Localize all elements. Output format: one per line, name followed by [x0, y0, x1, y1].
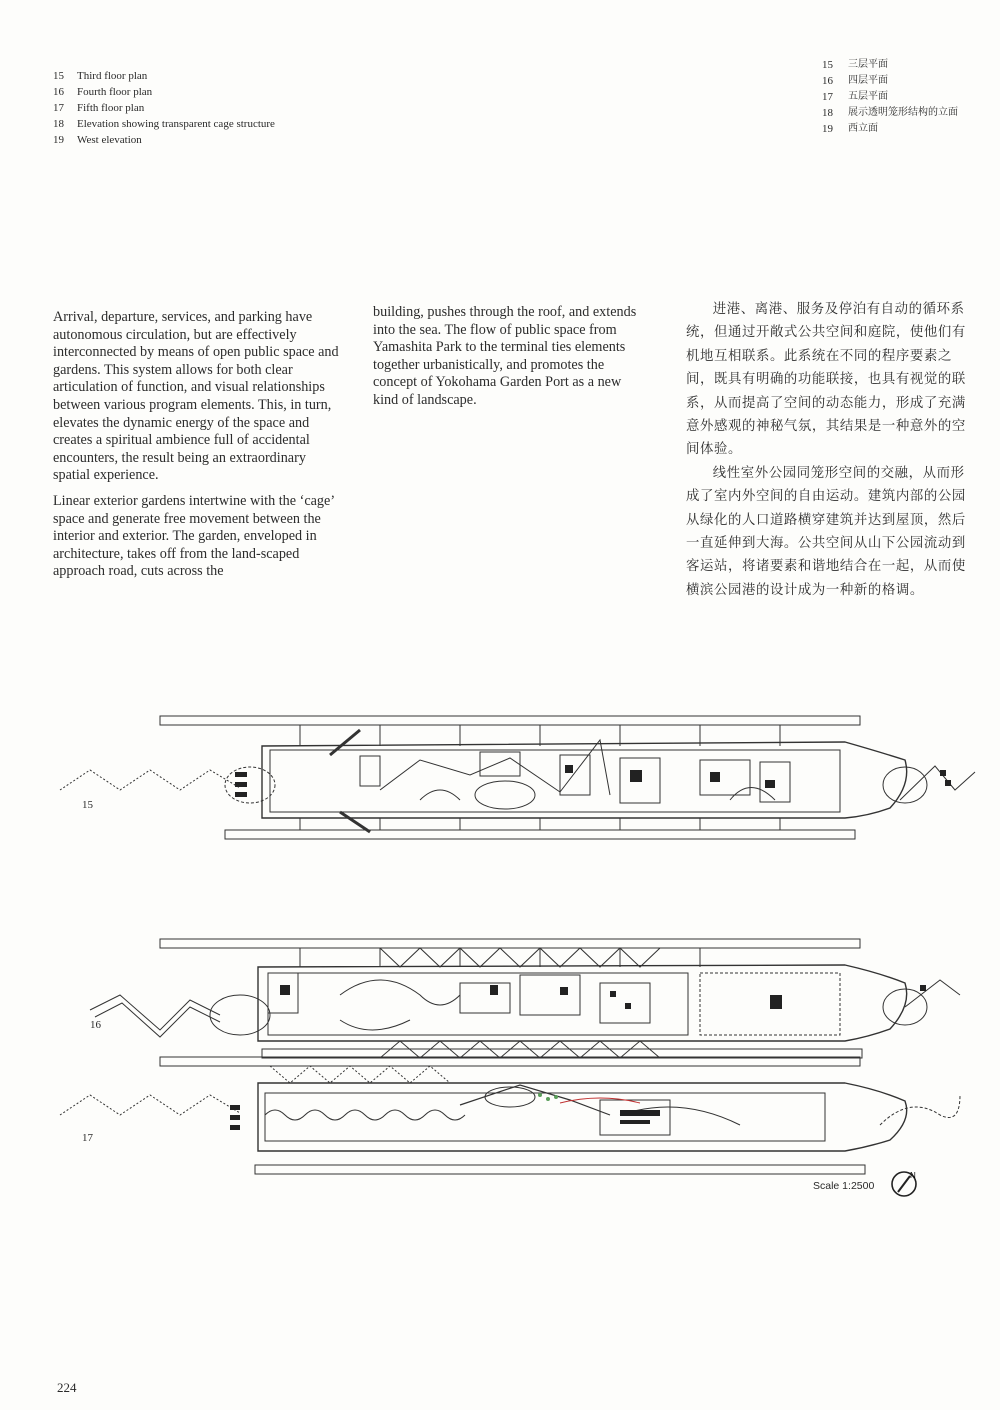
caption-text: Fourth floor plan	[77, 86, 153, 98]
north-arrow-icon	[890, 1170, 918, 1198]
plan-label: 16	[90, 1019, 101, 1031]
caption-row	[53, 100, 275, 116]
caption-number: 17	[822, 91, 833, 103]
caption-number: 18	[53, 118, 64, 130]
captions-chinese	[822, 57, 958, 137]
caption-row	[53, 68, 275, 84]
caption-number: 19	[822, 123, 833, 135]
caption-row	[53, 116, 275, 132]
north-label: N	[910, 1171, 916, 1180]
caption-number: 15	[822, 59, 833, 71]
floor-plan-drawing	[0, 700, 1000, 870]
caption-text: 西立面	[848, 123, 878, 134]
caption-number: 19	[53, 134, 64, 146]
body-paragraph-zh: 线性室外公园同笼形空间的交融，从而形成了室内外空间的自由运动。建筑内部的公园从绿化的人口道路横穿建筑并达到屋顶，然后一直延伸到大海。公共空间从山下公园流动到客运站，将诸要素和谐地结合在一起，从而使横滨公园港的设计成为一种新的格调。	[686, 465, 966, 598]
caption-text: Elevation showing transparent cage structure	[77, 118, 275, 130]
caption-number: 16	[822, 75, 833, 87]
caption-number: 17	[53, 102, 64, 114]
caption-text: West elevation	[77, 134, 142, 146]
body-paragraph: Linear exterior gardens intertwine with the ‘cage’ space and generate free movement between the interior and exterior. The garden, enveloped in architecture, takes off from the land-scaped approach road, cuts across the	[53, 492, 334, 580]
caption-text: Third floor plan	[77, 70, 148, 82]
caption-row	[53, 132, 275, 148]
plan-label: 17	[82, 1132, 93, 1144]
page-number: 224	[57, 1380, 77, 1395]
floor-plan-17-drawing	[0, 1055, 1000, 1177]
body-paragraph: Arrival, departure, services, and parking have autonomous circulation, but are effectively interconnected by means of open public space and gardens. This system allows for both clear articulation of function, and visual relationships between various program elements. This, in turn, elevates the dynamic energy of the space and creates a spiritual ambience full of accidental encounters, the result being an extraordinary spatial experience.	[53, 309, 339, 484]
caption-text: 五层平面	[848, 91, 888, 102]
body-paragraph: building, pushes through the roof, and extends into the sea. The flow of public space from Yamashita Park to the terminal ties elements together urbanistically, and promotes the concept of Yokohama Garden Port as a new kind of landscape.	[373, 304, 637, 408]
caption-row	[822, 57, 958, 73]
captions-english	[53, 68, 275, 148]
body-paragraph-zh: 进港、离港、服务及停泊有自动的循环系统，但通过开敞式公共空间和庭院，使他们有机地互相联系。此系统在不同的程序要素之间，既具有明确的功能联接，也具有视觉的联系，从而提高了空间的动态能力，形成了充满意外感观的神秘气氛，其结果是一种意外的空间体验。	[686, 302, 966, 458]
floor-plan-15	[0, 700, 1000, 870]
caption-text: Fifth floor plan	[77, 102, 145, 114]
caption-number: 16	[53, 86, 64, 98]
caption-row	[822, 105, 958, 121]
body-column-chinese	[686, 298, 970, 602]
caption-row	[822, 121, 958, 137]
caption-text: 三层平面	[848, 59, 888, 70]
caption-row	[822, 89, 958, 105]
body-column-2	[373, 304, 648, 418]
caption-number: 15	[53, 70, 64, 82]
plan-label: 15	[82, 799, 93, 811]
body-column-1	[53, 309, 345, 589]
caption-number: 18	[822, 107, 833, 119]
caption-row	[53, 84, 275, 100]
scale-label: Scale 1:2500	[813, 1180, 875, 1192]
caption-row	[822, 73, 958, 89]
caption-text: 展示透明笼形结构的立面	[848, 107, 958, 118]
caption-text: 四层平面	[848, 75, 888, 86]
